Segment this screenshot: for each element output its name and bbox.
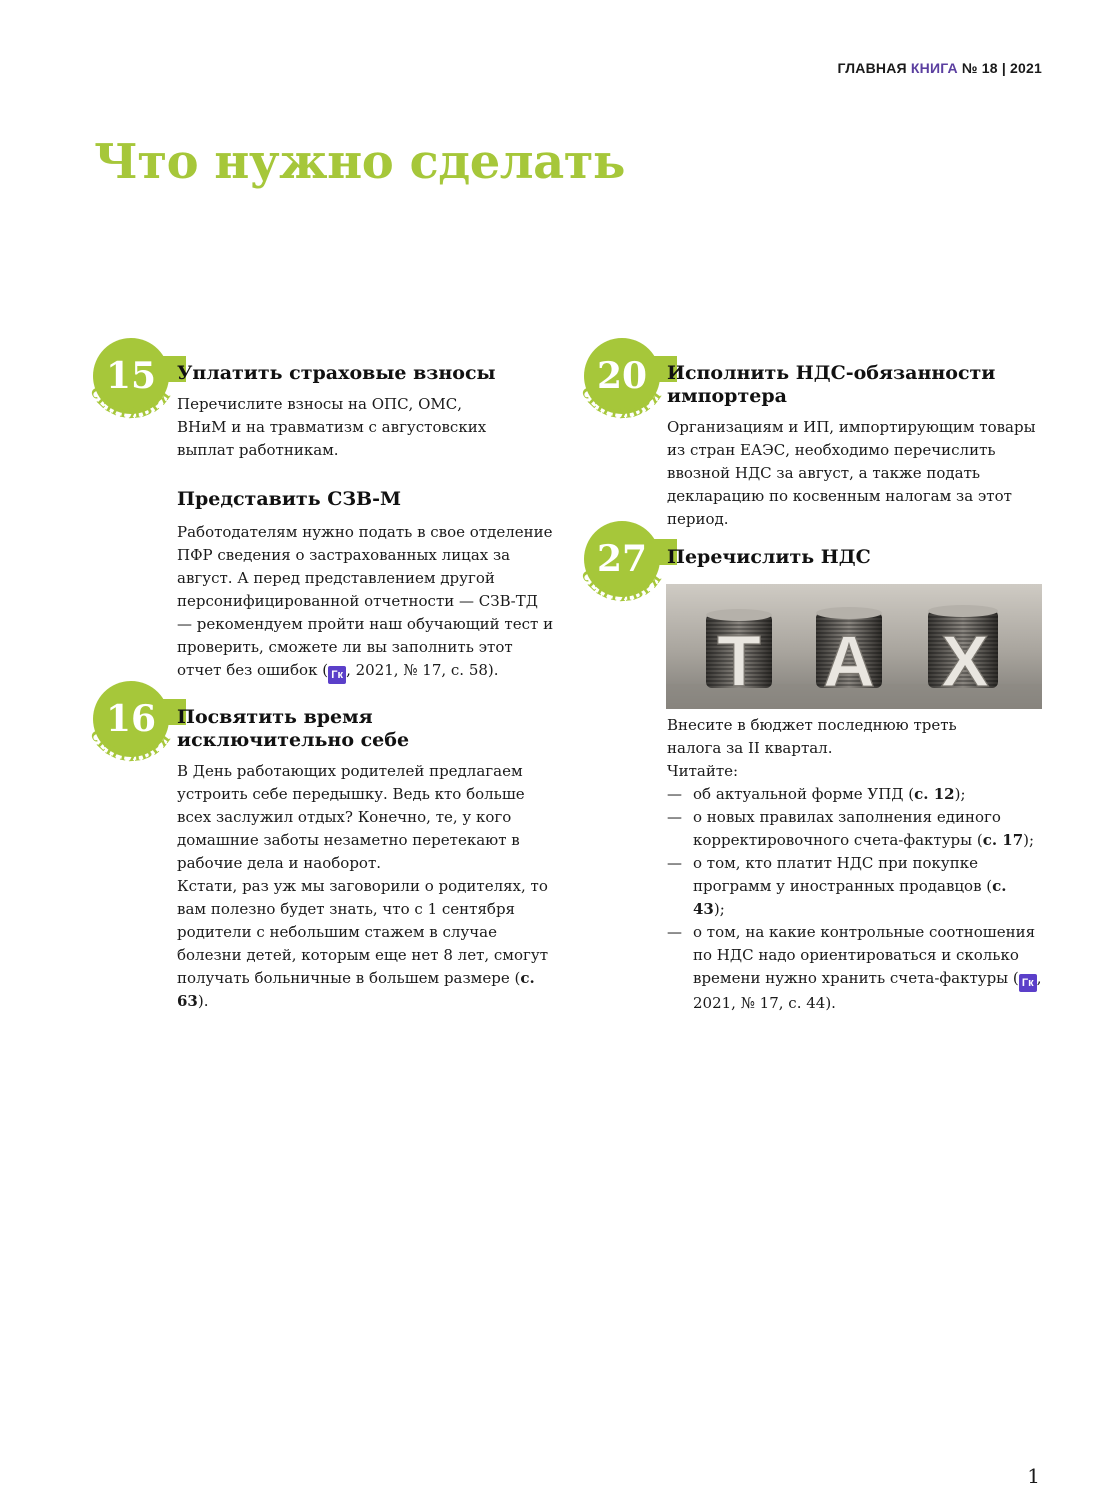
task-heading: Перечислить НДС [667, 546, 871, 568]
list-item: — о том, кто платит НДС при покупке программ у иностранных продавцов (с. 43); [667, 852, 1043, 921]
date-month: СЕНТЯБРЯ [86, 384, 175, 423]
page-title: Что нужно сделать [94, 134, 626, 190]
date-badge-20 [567, 334, 677, 444]
task-text: Работодателям нужно подать в свое отделение ПФР сведения о застрахованных лицах за август. А перед представлением другой персонифицированной отчетности — СЗВ-ТД — рекомендуем пройти наш обучающий тест и проверить, сможете ли вы заполнить этот отчет без ошибок ( Гк , 2021, № 17, с. 58). [177, 521, 557, 684]
task-heading: Исполнить НДС-обязанности импортера [667, 362, 996, 407]
list-item: — о том, на какие контрольные соотношения по НДС надо ориентироваться и сколько времени нужно хранить счета-фактуры ( Гк , 2021, № 17, с. 44). [667, 921, 1043, 1015]
tax-letter-a: A [823, 622, 875, 702]
task-text: Перечислите взносы на ОПС, ОМС, ВНиМ и на травматизм с августовских выплат работникам. [177, 395, 487, 459]
gk-logo-icon[interactable]: Гк [328, 666, 346, 684]
task-heading: Уплатить страховые взносы [177, 362, 496, 384]
gk-logo-icon[interactable]: Гк [1019, 974, 1037, 992]
task-block-sep15 [177, 362, 557, 684]
date-month: СЕНТЯБРЯ [577, 384, 666, 423]
date-badge-16 [76, 677, 186, 787]
read-label: Читайте: [667, 762, 739, 780]
page-ref: с. 12 [914, 785, 955, 803]
date-badge-27 [567, 517, 677, 627]
task-heading-block-sep27 [667, 546, 1043, 569]
tax-coins-image [666, 584, 1042, 709]
date-day: 20 [596, 355, 648, 397]
date-badge-15 [76, 334, 186, 444]
list-item: — об актуальной форме УПД (с. 12); [667, 783, 1043, 806]
task-heading: Представить СЗВ-М [177, 488, 402, 510]
tax-letter-t: T [717, 622, 761, 702]
page-ref: с. 43 [693, 877, 1007, 918]
task-text: Кстати, раз уж мы заговорили о родителях, то вам полезно будет знать, что с 1 сентября родители с небольшим стажем в случае болезни детей, которым еще нет 8 лет, смогут получать больничные в большем размере (с. 63). [177, 877, 548, 1010]
tax-letter-x: X [940, 622, 990, 702]
date-month: СЕНТЯБРЯ [86, 727, 175, 766]
page-number: 1 [1027, 1464, 1040, 1488]
masthead [837, 60, 1042, 76]
brand-main: ГЛАВНАЯ [837, 60, 907, 76]
task-block-sep16 [177, 706, 557, 1013]
task-text: Организациям и ИП, импортирующим товары из стран ЕАЭС, необходимо перечислить ввозной НДС за август, а также подать декларацию по косвенным налогам за этот период. [667, 418, 1036, 528]
task-text: В День работающих родителей предлагаем устроить себе передышку. Ведь кто больше всех заслужил отдых? Конечно, те, у кого домашние заботы незаметно перетекают в рабочие дела и наоборот. [177, 762, 525, 872]
issue-number: № 18 | 2021 [961, 60, 1042, 76]
list-item: — о новых правилах заполнения единого корректировочного счета-фактуры (с. 17); [667, 806, 1043, 852]
brand-accent: КНИГА [910, 60, 958, 76]
page-ref: с. 17 [982, 831, 1024, 849]
task-heading: Посвятить время исключительно себе [177, 706, 410, 751]
date-day: 15 [105, 355, 157, 397]
date-day: 16 [105, 698, 157, 740]
reading-list [667, 783, 1043, 1015]
task-block-sep27 [667, 714, 1043, 1015]
date-day: 27 [596, 538, 648, 580]
task-text: Внесите в бюджет последнюю треть налога за II квартал. [667, 716, 957, 757]
page-ref: с. 63 [177, 969, 535, 1010]
date-month: СЕНТЯБРЯ [577, 567, 666, 606]
task-block-sep20 [667, 362, 1043, 531]
